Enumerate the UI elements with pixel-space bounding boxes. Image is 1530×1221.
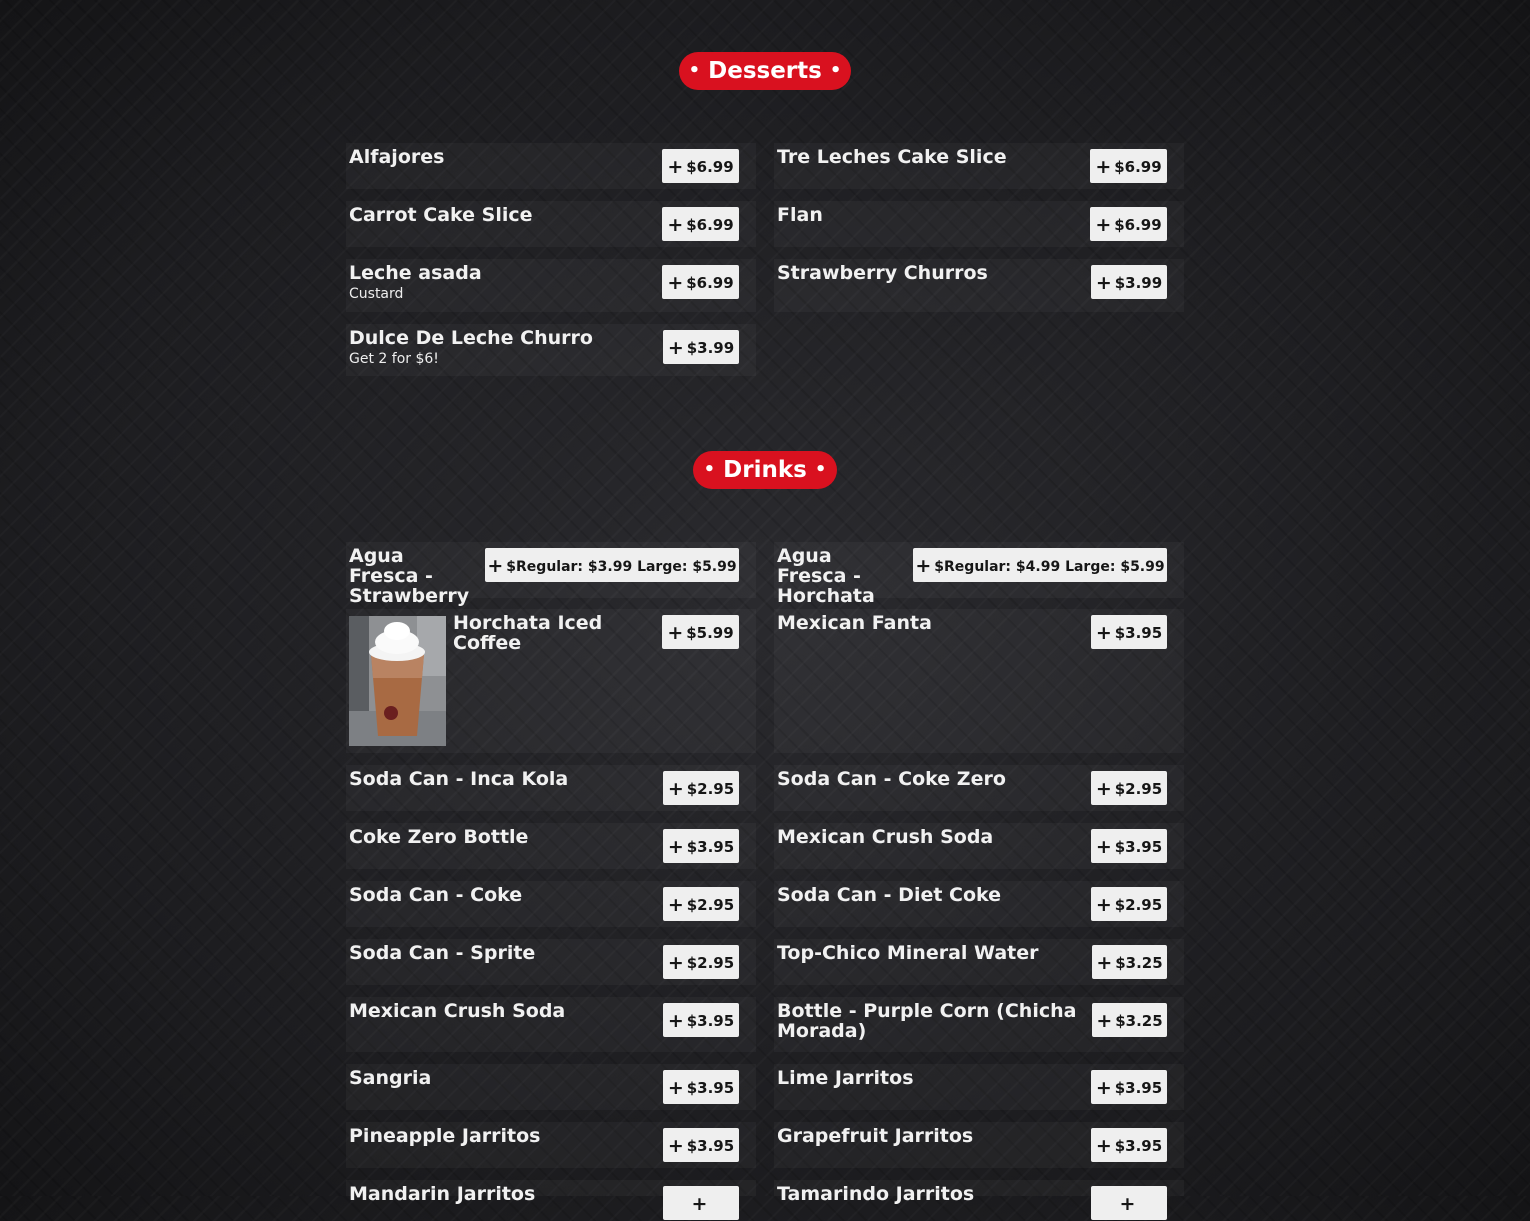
item-name: Grapefruit Jarritos: [777, 1125, 974, 1147]
item-name: Soda Can - Coke Zero: [777, 768, 1006, 790]
bullet-right: •: [814, 459, 827, 480]
add-to-cart-button[interactable]: [1091, 1186, 1167, 1220]
price-label: $2.95: [686, 954, 735, 972]
item-name: Bottle - Purple Corn (Chicha Morada): [777, 1000, 1077, 1042]
menu-item-agua-fresca-strawberry[interactable]: [346, 542, 756, 607]
add-to-cart-button[interactable]: [663, 1003, 739, 1037]
section-header-drinks: [693, 451, 837, 489]
price-label: $3.95: [686, 838, 735, 856]
item-name: Horchata Iced Coffee: [453, 612, 603, 654]
menu-item-leche-asada[interactable]: [346, 259, 756, 312]
add-to-cart-button[interactable]: [663, 829, 739, 863]
plus-icon: +: [915, 555, 932, 577]
plus-icon: +: [667, 272, 684, 294]
plus-icon: +: [1096, 1010, 1113, 1032]
price-label: $5.99: [686, 624, 734, 642]
plus-icon: +: [667, 836, 684, 858]
menu-item-sangria[interactable]: [346, 1064, 756, 1110]
plus-icon: +: [1095, 214, 1112, 236]
item-name: Leche asada: [349, 262, 482, 284]
add-to-cart-button[interactable]: [1091, 1070, 1167, 1104]
plus-icon: +: [667, 337, 684, 359]
item-name: Pineapple Jarritos: [349, 1125, 541, 1147]
price-label: $3.99: [1114, 274, 1163, 292]
add-to-cart-button[interactable]: [1091, 829, 1167, 863]
price-label: $2.95: [1114, 780, 1163, 798]
plus-icon: +: [667, 214, 684, 236]
menu-item-mexican-crush-soda[interactable]: [774, 823, 1184, 869]
add-to-cart-button[interactable]: [663, 887, 739, 921]
add-to-cart-button[interactable]: [663, 771, 739, 805]
item-name: Soda Can - Sprite: [349, 942, 536, 964]
add-to-cart-button[interactable]: [1091, 1128, 1167, 1162]
add-to-cart-button[interactable]: [663, 945, 739, 979]
item-name: Soda Can - Diet Coke: [777, 884, 1002, 906]
item-name: Agua Fresca - Horchata: [777, 545, 875, 607]
item-name: Tamarindo Jarritos: [777, 1183, 975, 1205]
plus-icon: +: [1095, 894, 1112, 916]
price-label: $Regular: $4.99 Large: $5.99: [934, 559, 1165, 575]
plus-icon: +: [667, 1010, 684, 1032]
plus-icon: +: [487, 555, 504, 577]
item-name: Carrot Cake Slice: [349, 204, 533, 226]
menu-item-grapefruit-jarritos[interactable]: [774, 1122, 1184, 1168]
price-label: $6.99: [686, 216, 734, 234]
item-name: Flan: [777, 204, 823, 226]
item-name: Tre Leches Cake Slice: [777, 146, 1007, 168]
price-label: $3.95: [686, 1079, 735, 1097]
item-name: Dulce De Leche Churro: [349, 327, 593, 349]
plus-icon: +: [1095, 622, 1112, 644]
menu-item-carrot-cake[interactable]: [346, 201, 756, 247]
add-to-cart-button[interactable]: [662, 265, 739, 299]
add-to-cart-button[interactable]: [1091, 887, 1167, 921]
menu-item-soda-diet-coke[interactable]: [774, 881, 1184, 927]
section-title: Drinks: [723, 457, 807, 483]
item-name: Strawberry Churros: [777, 262, 988, 284]
menu-item-soda-sprite[interactable]: [346, 939, 756, 985]
section-header-desserts: [679, 52, 851, 90]
item-name: Agua Fresca - Strawberry: [349, 545, 470, 607]
plus-icon: +: [1096, 952, 1113, 974]
price-label: $3.95: [686, 1012, 735, 1030]
price-label: $3.95: [1114, 624, 1163, 642]
plus-icon: +: [667, 156, 684, 178]
menu-item-mexican-fanta[interactable]: [774, 609, 1184, 753]
add-to-cart-button[interactable]: [1091, 771, 1167, 805]
add-to-cart-button[interactable]: [1092, 945, 1167, 979]
item-name: Coke Zero Bottle: [349, 826, 529, 848]
add-to-cart-button[interactable]: [1091, 265, 1167, 299]
menu-item-flan[interactable]: [774, 201, 1184, 247]
price-label: $6.99: [686, 274, 734, 292]
item-name: Soda Can - Coke: [349, 884, 523, 906]
plus-icon: +: [691, 1193, 708, 1215]
plus-icon: +: [667, 778, 684, 800]
section-title: Desserts: [708, 58, 822, 84]
menu-item-coke-zero-bottle[interactable]: [346, 823, 756, 869]
menu-item-lime-jarritos[interactable]: [774, 1064, 1184, 1110]
item-name: Alfajores: [349, 146, 445, 168]
menu-item-soda-inca-kola[interactable]: [346, 765, 756, 811]
add-to-cart-button[interactable]: [663, 330, 739, 364]
plus-icon: +: [1095, 836, 1112, 858]
price-label: $6.99: [1114, 216, 1162, 234]
price-label: $3.25: [1115, 1012, 1163, 1030]
add-to-cart-button[interactable]: [662, 149, 739, 183]
menu-item-soda-coke[interactable]: [346, 881, 756, 927]
item-name: Mexican Fanta: [777, 612, 932, 634]
menu-item-soda-coke-zero[interactable]: [774, 765, 1184, 811]
price-label: $2.95: [686, 896, 735, 914]
plus-icon: +: [1095, 272, 1112, 294]
plus-icon: +: [667, 1077, 684, 1099]
plus-icon: +: [1095, 1077, 1112, 1099]
item-name: Mexican Crush Soda: [349, 1000, 566, 1022]
price-label: $6.99: [686, 158, 734, 176]
price-label: $3.95: [1114, 1137, 1163, 1155]
menu-item-pineapple-jarritos[interactable]: [346, 1122, 756, 1168]
item-description: Custard: [349, 286, 404, 302]
menu-item-chicha-morada[interactable]: [774, 997, 1184, 1052]
menu-item-strawberry-churros[interactable]: [774, 259, 1184, 312]
price-label: $3.95: [1114, 1079, 1163, 1097]
add-to-cart-button[interactable]: [1091, 615, 1167, 649]
menu-item-dulce-de-leche-churro[interactable]: [346, 324, 756, 376]
menu-item-topo-chico[interactable]: [774, 939, 1184, 985]
item-name: Top-Chico Mineral Water: [777, 942, 1039, 964]
iced-coffee-photo-icon: [349, 616, 446, 746]
price-label: $2.95: [686, 780, 735, 798]
price-label: $3.25: [1115, 954, 1163, 972]
plus-icon: +: [1095, 778, 1112, 800]
item-name: Mexican Crush Soda: [777, 826, 994, 848]
add-to-cart-button[interactable]: [1090, 149, 1167, 183]
price-label: $6.99: [1114, 158, 1162, 176]
price-label: $3.95: [1114, 838, 1163, 856]
plus-icon: +: [667, 622, 684, 644]
menu-item-tamarindo-jarritos[interactable]: [774, 1180, 1184, 1215]
add-to-cart-button[interactable]: [485, 548, 739, 582]
menu-item-mexican-crush-soda-2[interactable]: [346, 997, 756, 1052]
menu-item-alfajores[interactable]: [346, 143, 756, 189]
menu-item-mandarin-jarritos[interactable]: [346, 1180, 756, 1215]
plus-icon: +: [667, 952, 684, 974]
price-label: $3.99: [686, 339, 735, 357]
add-to-cart-button[interactable]: [662, 207, 739, 241]
menu-item-horchata-iced-coffee[interactable]: [346, 609, 756, 753]
price-label: $Regular: $3.99 Large: $5.99: [506, 559, 737, 575]
menu-item-agua-fresca-horchata[interactable]: [774, 542, 1184, 607]
price-label: $3.95: [686, 1137, 735, 1155]
add-to-cart-button[interactable]: [662, 615, 739, 649]
add-to-cart-button[interactable]: [1090, 207, 1167, 241]
item-description: Get 2 for $6!: [349, 351, 439, 367]
add-to-cart-button[interactable]: [913, 548, 1167, 582]
add-to-cart-button[interactable]: [663, 1070, 739, 1104]
item-name: Soda Can - Inca Kola: [349, 768, 569, 790]
plus-icon: +: [667, 1135, 684, 1157]
price-label: $2.95: [1114, 896, 1163, 914]
add-to-cart-button[interactable]: [1092, 1003, 1167, 1037]
menu-item-tres-leches[interactable]: [774, 143, 1184, 189]
add-to-cart-button[interactable]: [663, 1186, 739, 1220]
plus-icon: +: [1095, 156, 1112, 178]
bullet-right: •: [829, 60, 842, 81]
plus-icon: +: [1095, 1135, 1112, 1157]
plus-icon: +: [667, 894, 684, 916]
item-name: Mandarin Jarritos: [349, 1183, 536, 1205]
item-name: Sangria: [349, 1067, 432, 1089]
bullet-left: •: [703, 459, 716, 480]
bullet-left: •: [688, 60, 701, 81]
plus-icon: +: [1119, 1193, 1136, 1215]
add-to-cart-button[interactable]: [663, 1128, 739, 1162]
product-photo: [349, 616, 446, 746]
item-name: Lime Jarritos: [777, 1067, 914, 1089]
